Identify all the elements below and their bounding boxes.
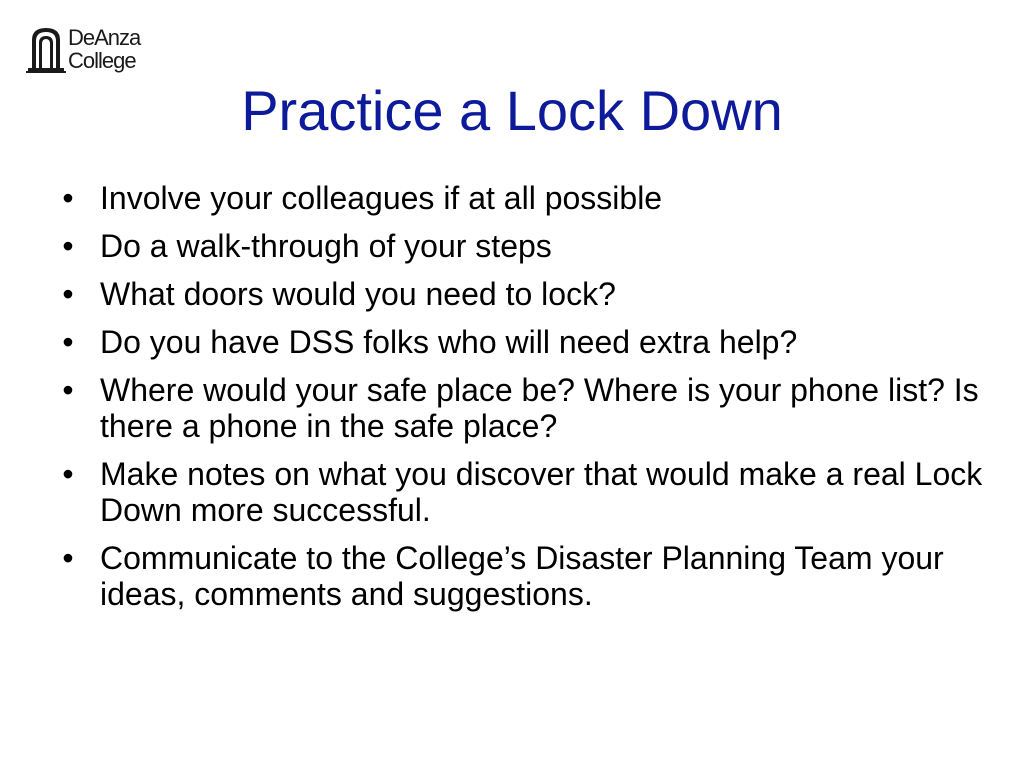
bullet-item-2 (58, 228, 988, 264)
bullet-item-1 (58, 180, 988, 216)
bullet-item-5 (58, 372, 988, 444)
bullet-text: Do a walk-through of your steps (100, 228, 552, 264)
bullet-item-4 (58, 324, 988, 360)
bullet-icon: • (62, 276, 74, 312)
bullet-text: Where would your safe place be? Where is your phone list? Is there a phone in the safe place? (100, 372, 979, 444)
bullet-text: Make notes on what you discover that would make a real Lock Down more successful. (100, 456, 983, 528)
logo-line-2: College (68, 48, 136, 73)
bullet-icon: • (62, 540, 74, 576)
bullet-icon: • (62, 456, 74, 492)
bullet-list (58, 180, 988, 624)
bullet-text: What doors would you need to lock? (100, 276, 616, 312)
bullet-item-6 (58, 456, 988, 528)
slide-title: Practice a Lock Down (241, 79, 783, 142)
arch-logo-icon (26, 24, 66, 74)
logo-line-1: DeAnza (68, 25, 141, 50)
bullet-icon: • (62, 372, 74, 408)
bullet-item-3 (58, 276, 988, 312)
college-logo (26, 24, 166, 78)
bullet-icon: • (62, 228, 74, 264)
bullet-text: Do you have DSS folks who will need extra help? (100, 324, 798, 360)
bullet-icon: • (62, 180, 74, 216)
bullet-text: Communicate to the College’s Disaster Planning Team your ideas, comments and suggestions. (100, 540, 944, 612)
bullet-icon: • (62, 324, 74, 360)
bullet-item-7 (58, 540, 988, 612)
logo-wordmark (68, 26, 140, 72)
bullet-text: Involve your colleagues if at all possible (100, 180, 663, 216)
